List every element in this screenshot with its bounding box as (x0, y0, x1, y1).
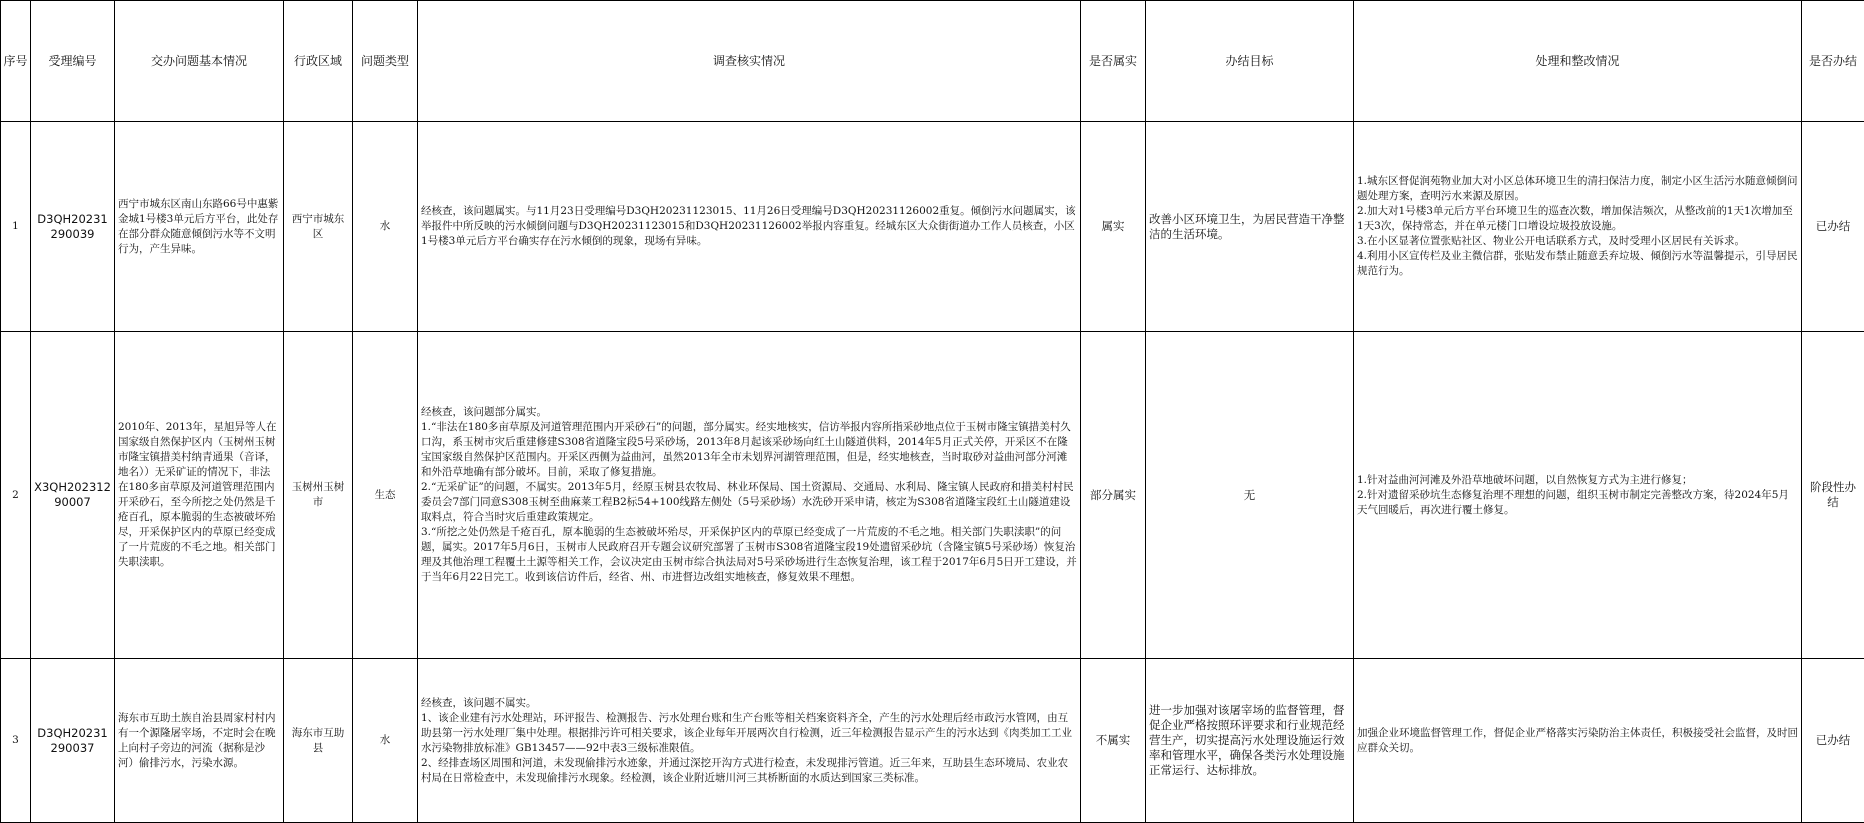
cell-investigation: 经核查，该问题不属实。 1、该企业建有污水处理站，环评报告、检测报告、污水处理台账和生产台账等相关档案资料齐全，产生的污水处理后经市政污水管网，由互助县第一污水处理厂集中处理。根据排污许可相关要求，该企业每年开展两次自行检测，近三年检测报告显示产生的污水达到《肉类加工工业水污染物排放标准》GB13457——92中表3三级标准限值。 2、经排查场区周围和河道，未发现偷排污水迹象，并通过深挖开沟方式进行检查，未发现排污管道。近三年来，互助县生态环境局、农业农村局在日常检查中，未发现偷排污水现象。经检测，该企业附近塘川河三其桥断面的水质达到国家三类标准。 (418, 659, 1081, 823)
cell-case-no: D3QH20231290039 (31, 122, 115, 332)
header-problem: 交办问题基本情况 (115, 1, 284, 122)
cell-goal: 改善小区环境卫生，为居民营造干净整洁的生活环境。 (1146, 122, 1354, 332)
cell-problem: 2010年、2013年，星旭异等人在国家级自然保护区内（玉树州玉树市隆宝镇措美村纳青通果（音译，地名））无采矿证的情况下，非法在180多亩草原及河道管理范围内开采砂石，至今所挖之处仍然是千疮百孔，原本脆弱的生态被破坏殆尽，开采保护区内的草原已经变成了一片荒废的不毛之地。相关部门失职渎职。 (115, 332, 284, 659)
cell-goal: 无 (1146, 332, 1354, 659)
cell-type: 生态 (353, 332, 418, 659)
header-closed: 是否办结 (1802, 1, 1864, 122)
cell-case-no: X3QH20231290007 (31, 332, 115, 659)
header-handling: 处理和整改情况 (1354, 1, 1802, 122)
cell-problem: 海东市互助土族自治县周家村村内有一个源隆屠宰场，不定时会在晚上向村子旁边的河流（据称是沙河）偷排污水，污染水源。 (115, 659, 284, 823)
cell-closed: 阶段性办结 (1802, 332, 1864, 659)
header-goal: 办结目标 (1146, 1, 1354, 122)
cell-goal: 进一步加强对该屠宰场的监督管理，督促企业严格按照环评要求和行业规范经营生产，切实提高污水处理设施运行效率和管理水平，确保各类污水处理设施正常运行、达标排放。 (1146, 659, 1354, 823)
header-region: 行政区域 (284, 1, 353, 122)
cell-handling: 1.针对益曲河河滩及外沿草地破坏问题，以自然恢复方式为主进行修复； 2.针对遗留采砂坑生态修复治理不理想的问题，组织玉树市制定完善整改方案，待2024年5月天气回暖后，再次进行覆土修复。 (1354, 332, 1802, 659)
header-seq: 序号 (1, 1, 31, 122)
cell-type: 水 (353, 122, 418, 332)
cell-region: 西宁市城东区 (284, 122, 353, 332)
cell-region: 海东市互助县 (284, 659, 353, 823)
cell-investigation: 经核查，该问题属实。与11月23日受理编号D3QH20231123015、11月26日受理编号D3QH20231126002重复。倾倒污水问题属实，该举报件中所反映的污水倾倒问题与D3QH20231123015和D3QH20231126002举报内容重复。经城东区大众街街道办工作人员核查，小区1号楼3单元后方平台确实存在污水倾倒的现象，现场有异味。 (418, 122, 1081, 332)
cell-type: 水 (353, 659, 418, 823)
cell-closed: 已办结 (1802, 122, 1864, 332)
cell-seq: 3 (1, 659, 31, 823)
cell-region: 玉树州玉树市 (284, 332, 353, 659)
table-row (1, 122, 1864, 332)
header-verified: 是否属实 (1081, 1, 1146, 122)
cell-seq: 2 (1, 332, 31, 659)
cell-closed: 已办结 (1802, 659, 1864, 823)
cell-handling: 1.城东区督促润苑物业加大对小区总体环境卫生的清扫保洁力度，制定小区生活污水随意倾倒问题处理方案，查明污水来源及原因。 2.加大对1号楼3单元后方平台环境卫生的巡查次数，增加保洁频次，从整改前的1天1次增加至1天3次，保持常态，并在单元楼门口增设垃圾投放设施。 3.在小区显著位置张贴社区、物业公开电话联系方式，及时受理小区居民有关诉求。 4.利用小区宣传栏及业主微信群，张贴发布禁止随意丢弃垃圾、倾倒污水等温馨提示，引导居民规范行为。 (1354, 122, 1802, 332)
header-case-no: 受理编号 (31, 1, 115, 122)
cell-problem: 西宁市城东区南山东路66号中惠紫金城1号楼3单元后方平台，此处存在部分群众随意倾倒污水等不文明行为，产生异味。 (115, 122, 284, 332)
header-row (1, 1, 1864, 122)
header-type: 问题类型 (353, 1, 418, 122)
cell-verified: 部分属实 (1081, 332, 1146, 659)
cell-case-no: D3QH20231290037 (31, 659, 115, 823)
cell-seq: 1 (1, 122, 31, 332)
cell-verified: 不属实 (1081, 659, 1146, 823)
cell-investigation: 经核查，该问题部分属实。 1.“非法在180多亩草原及河道管理范围内开采砂石”的问题，部分属实。经实地核实，信访举报内容所指采砂地点位于玉树市隆宝镇措美村久口沟，系玉树市灾后重建修建S308省道隆宝段5号采砂场，2013年8月起该采砂场向红土山隧道供料，2014年5月正式关停，开采区不在隆宝国家级自然保护区范围内。开采区西侧为益曲河，虽然2013年全市未划界河湖管理范围，但是，经实地核查，当时取砂对益曲河部分河滩和外沿草地确有部分破坏。目前，采取了修复措施。 2.“无采矿证”的问题，不属实。2013年5月，经原玉树县农牧局、林业环保局、国土资源局、交通局、水利局、隆宝镇人民政府和措美村村民委员会7部门同意S308玉树至曲麻莱工程B2标54+100线路左侧处（5号采砂场）水洗砂开采申请，核定为S308省道隆宝段红土山隧道建设取料点，符合当时灾后重建政策规定。 3.“所挖之处仍然是千疮百孔，原本脆弱的生态被破坏殆尽，开采保护区内的草原已经变成了一片荒废的不毛之地。相关部门失职渎职”的问题，属实。2017年5月6日，玉树市人民政府召开专题会议研究部署了玉树市S308省道隆宝段19处遗留采砂坑（含隆宝镇5号采砂场）恢复治理及其他治理工程覆土土源等相关工作，会议决定由玉树市综合执法局对5号采砂场进行生态恢复治理，该工程于2017年6月5日开工建设，并于当年6月22日完工。收到该信访件后，经省、州、市进督边改组实地核查，修复效果不理想。 (418, 332, 1081, 659)
table-row (1, 659, 1864, 823)
cell-verified: 属实 (1081, 122, 1146, 332)
table-row (1, 332, 1864, 659)
cell-handling: 加强企业环境监督管理工作，督促企业严格落实污染防治主体责任，积极接受社会监督，及时回应群众关切。 (1354, 659, 1802, 823)
header-investigation: 调查核实情况 (418, 1, 1081, 122)
